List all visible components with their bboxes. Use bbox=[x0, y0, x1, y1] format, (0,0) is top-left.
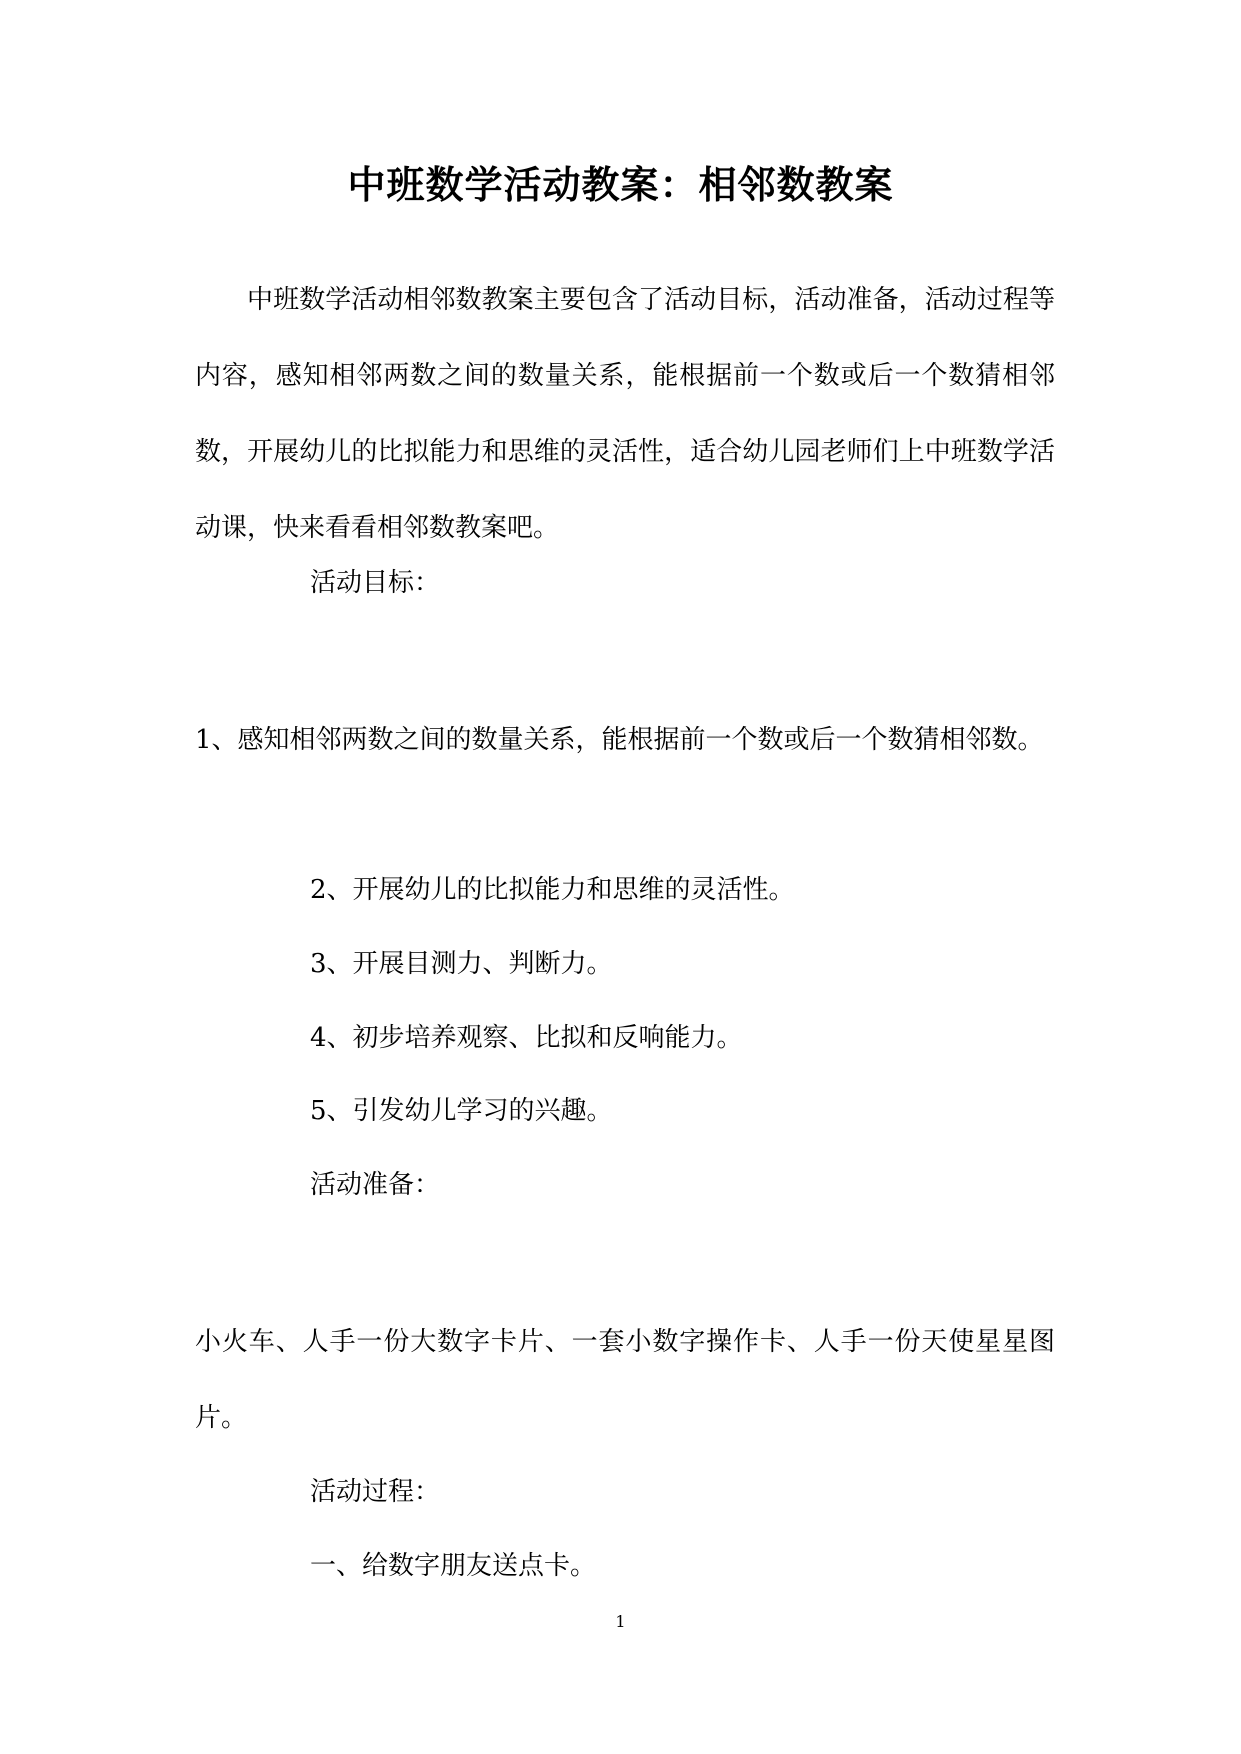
intro-paragraph: 中班数学活动相邻数教案主要包含了活动目标，活动准备，活动过程等内容，感知相邻两数之间的数量关系，能根据前一个数或后一个数猜相邻数，开展幼儿的比拟能力和思维的灵活性，适合幼儿园老师们上中班数学活动课，快来看看相邻数教案吧。 bbox=[195, 285, 1055, 543]
goal-item-4: 4、初步培养观察、比拟和反响能力。 bbox=[310, 1023, 743, 1053]
prep-paragraph: 小火车、人手一份大数字卡片、一套小数字操作卡、人手一份天使星星图片。 bbox=[195, 1327, 1055, 1433]
document-title: 中班数学活动教案：相邻数教案 bbox=[347, 162, 894, 207]
page-number: 1 bbox=[615, 1612, 626, 1631]
goal-item-5: 5、引发幼儿学习的兴趣。 bbox=[310, 1096, 613, 1126]
goals-heading: 活动目标： bbox=[310, 568, 441, 598]
goal-item-1: 1、感知相邻两数之间的数量关系，能根据前一个数或后一个数猜相邻数。 bbox=[195, 725, 1044, 755]
goal-item-3: 3、开展目测力、判断力。 bbox=[310, 949, 613, 979]
process-step-1: 一、给数字朋友送点卡。 bbox=[310, 1551, 597, 1581]
goal-item-2: 2、开展幼儿的比拟能力和思维的灵活性。 bbox=[310, 875, 795, 905]
prep-heading: 活动准备： bbox=[310, 1170, 441, 1200]
process-heading: 活动过程： bbox=[310, 1477, 441, 1507]
